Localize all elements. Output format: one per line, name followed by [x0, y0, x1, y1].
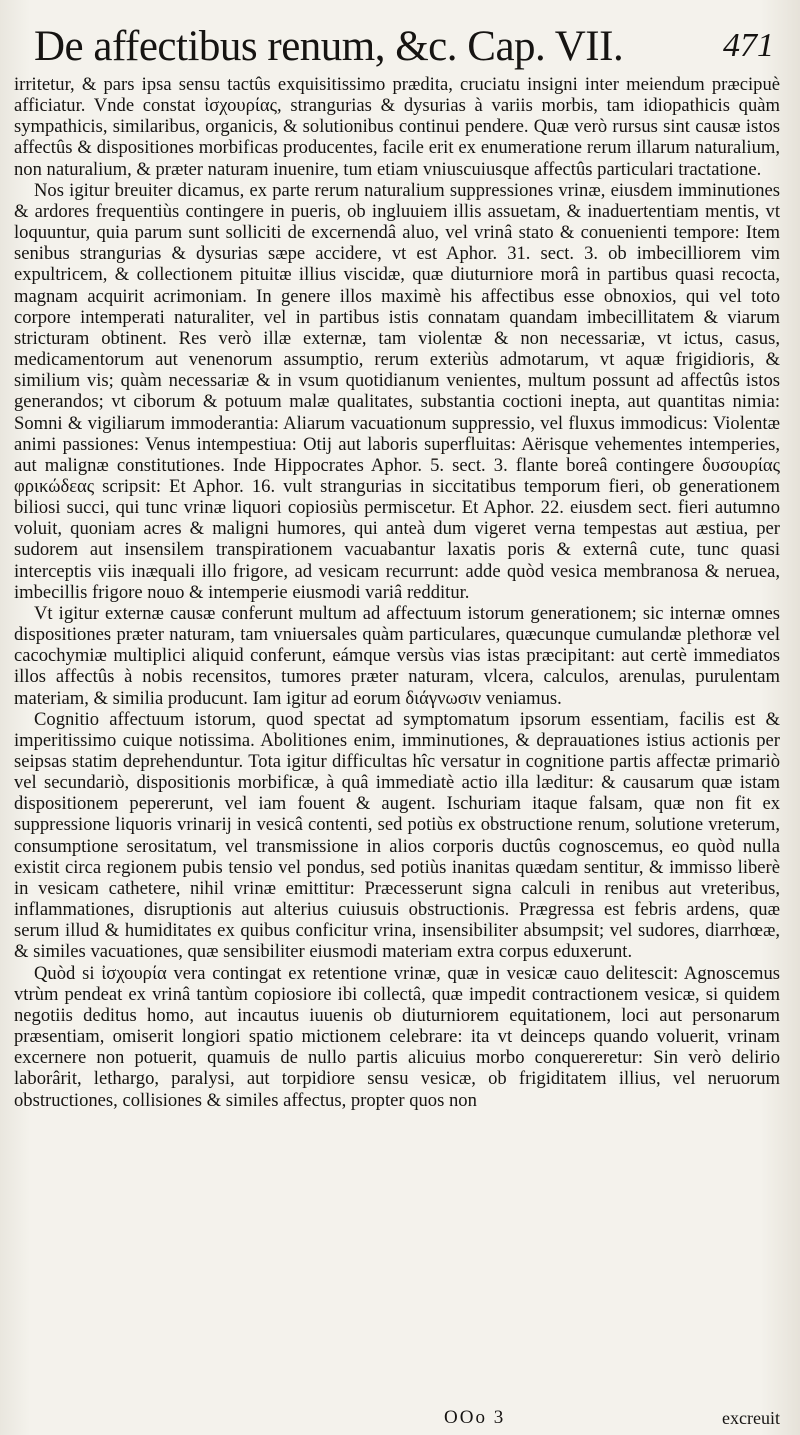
paragraph-3: Vt igitur externæ causæ conferunt multum ad affectuum istorum generationem; sic internæ omnes dispositiones præter naturam, tam vniuersales quàm particulares, quæcunque cumulandæ plethoræ vel cacochymiæ multiplici aliquid conferunt, eámque versùs vias istas præcipitant: aut certè immediatos illos affectûs à nobis recensitos, tumores præter naturam, vlcera, calculos, arenulas, purulentam materiam, & similia producunt. Iam igitur ad eorum διάγνωσιν veniamus. — [14, 602, 780, 709]
paragraph-5: Quòd si ἰσχουρία vera contingat ex retentione vrinæ, quæ in vesicæ cauo delitescit: Agnoscemus vtrùm pendeat ex vrinâ tantùm copiosiore ibi collectâ, quæ impedit contractionem vesicæ, si quidem negotiis deditus homo, aut incautus iuuenis ob diuturniorem equitationem, loci aut personarum præsentiam, omiserit longiori spatio mictionem celebrare: ita vt deinceps quando voluerit, vrinam excernere non potuerit, quamuis de nullo partis alicuius morbo conquereretur: Sin verò delirio laborârit, lethargo, paralysi, aut torpidiore sensu vesicæ, ob frigiditatem illius, vel neruorum obstructiones, collisiones & similes affectus, propter quos non — [14, 962, 780, 1111]
paragraph-2: Nos igitur breuiter dicamus, ex parte rerum naturalium suppressiones vrinæ, eiusdem imminutiones & ardores frequentiùs contingere in pueris, ob ingluuiem illis assuetam, & inaduertentiam mentis, vt loquuntur, quia parum sunt solliciti de excernendâ aluo, vel vrinâ stato & conuenienti tempore: Item senibus strangurias & dysurias sæpe accidere, vt est Aphor. 31. sect. 3. ob imbecilliorem vim expultricem, & collectionem pituitæ illius viscidæ, quæ diuturniore morâ in partibus quasi recocta, magnam acquirit acrimoniam. In genere illos maximè his affectibus esse obnoxios, qui vel toto corpore intemperati naturaliter, vel in partibus istis connatam quandam imbecillitatem & viarum stricturam obtinent. Res verò illæ externæ, tam violentæ & non necessariæ, vt ictus, casus, medicamentorum aut venenorum assumptio, rerum exteriùs admotarum, vt aquæ frigidioris, & similium vis; quàm necessariæ & in vsum quotidianum venientes, multum possunt ad affectûs istos generandos; vt ciborum & potuum malæ qualitates, substantia coctioni inepta, aut quantitas nimia: Somni & vigiliarum immoderantia: Aliarum vacuationum suppressio, vel fluxus immodicus: Violentæ animi passiones: Venus intempestiua: Otij aut laboris superfluitas: Aërisque vehementes intemperies, aut malignæ constitutiones. Inde Hippocrates Aphor. 5. sect. 3. flante boreâ contingere δυσουρίας φρικώδεας scripsit: Et Aphor. 16. vult strangurias in siccitatibus temporum fieri, ob generationem biliosi succi, qui tunc vrinæ liquori copiosiùs permiscetur. Et Aphor. 22. eiusdem sect. fieri autumno voluit, quoniam acres & maligni humores, qui anteà dum vigeret verna tempestas aut æstiua, per sudorem aut insensilem transpirationem vacuabantur laxatis poris & externâ cute, tunc quasi interceptis viis inæquali illo frigore, ad vesicam recurrunt: adde quòd vesica membranosa & nerueа, imbecillis frigore nouo & intemperie eiusmodi variâ redditur. — [14, 179, 780, 603]
page-header — [34, 20, 774, 76]
signature-mark: OOo 3 — [444, 1407, 506, 1428]
page-footer — [14, 1406, 780, 1430]
body-text — [14, 74, 780, 1111]
paragraph-1: irritetur, & pars ipsa sensu tactûs exquisitissimo prædita, cruciatu insigni inter meiendum præcipuè afficiatur. Vnde constat ἰσχουρίας, strangurias & dysurias à variis morbis, tam idiopathicis quàm sympathicis, similaribus, organicis, & solutionibus continui pendere. Quæ verò rursus sint causæ istos affectûs & dispositiones morbificas producentes, facile erit ex enumeratione rerum illarum naturalium, non naturalium, & præter naturam inuenire, tum etiam vniuscuiusque affectûs particulari tractatione. — [14, 74, 780, 180]
running-title: De affectibus renum, &c. Cap. VII. — [34, 23, 624, 70]
catchword: excreuit — [722, 1408, 780, 1428]
page-number: 471 — [723, 27, 774, 64]
paragraph-4: Cognitio affectuum istorum, quod spectat ad symptomatum ipsorum essentiam, facilis est & imperitissimo cuique notissima. Abolitiones enim, imminutiones, & deprauationes istius actionis per seipsas statim deprehenduntur. Tota igitur difficultas hîc versatur in cognitione partis affectæ primariò vel secundariò, dispositionis morbificæ, à quâ immediatè actio illa læditur: & causarum quæ istam dispositionem pepererunt, vel iam fouent & augent. Ischuriam itaque falsam, quæ non fit ex suppressione liquoris vrinarij in vesicâ contenti, sed potiùs ex obstructione renum, solutione vreterum, consumptione serositatum, vel transmissione in alios corporis ductûs cognoscemus, eo quòd nulla existit circa regionem pubis tensio vel pondus, sed potiùs inanitas quædam sentitur, & immisso liberè in vesicam cathetere, nihil vrinæ emittitur: Præcesserunt signa calculi in renibus aut vreteribus, inflammationes, disruptionis aut alterius cuiusuis obstructionis. Prægressa est febris ardens, quæ serum illud & humiditates ex quibus conficitur vrina, insensibiliter absumpsit; vel sudores, diarrhœæ, & similes vacuationes, quæ sensibiliter eiusmodi materiam extra corpus eduxerunt. — [14, 708, 780, 963]
